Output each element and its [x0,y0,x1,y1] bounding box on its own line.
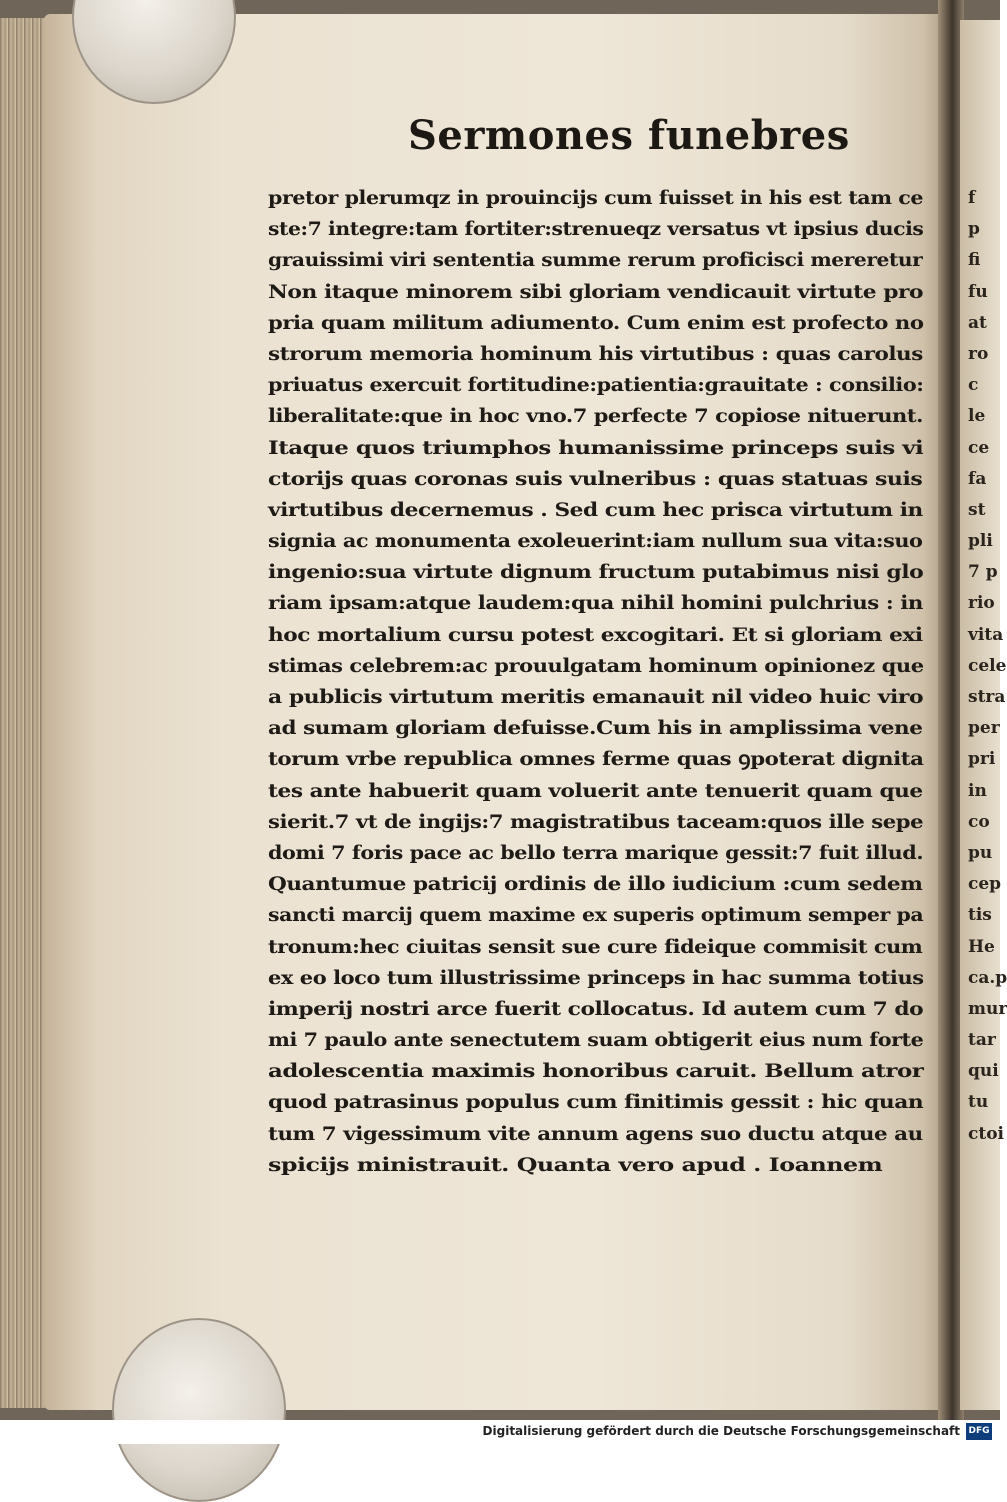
margin-fragment: fi [968,250,981,271]
margin-fragment: fu [968,281,988,302]
margin-fragment: pu [968,842,993,863]
text-line: a publicis virtutum meritis emanauit nil video huic viro [268,686,924,708]
margin-fragment: p [968,219,980,240]
text-line: ingenio:sua virtute dignum fructum putabimus nisi glo [268,561,924,584]
margin-fragment: He [968,936,995,957]
text-line: grauissimi viri sententia summe rerum proficisci mereretur [268,249,923,272]
dfg-logo: DFG [966,1423,992,1440]
funding-credit: Digitalisierung gefördert durch die Deutsche Forschungsgemeinschaft [482,1424,960,1438]
text-line: Itaque quos triumphos humanissime princeps suis vi [268,436,924,459]
running-head: Sermones funebres [408,112,850,159]
text-line: tum 7 vigessimum vite annum agens suo ductu atque au [268,1122,923,1145]
text-line: quod patrasinus populus cum finitimis gessit : hic quan [268,1091,924,1114]
text-line: signia ac monumenta exoleuerint:iam nullum sua vita:suo [268,530,923,553]
text-line: mi 7 paulo ante senectutem suam obtigerit eius num forte [268,1029,924,1052]
text-line: strorum memoria hominum his virtutibus : quas carolus [268,342,923,365]
text-line: Non itaque minorem sibi gloriam vendicauit virtute pro [268,280,924,303]
margin-fragment: pri [968,749,996,770]
text-line: riam ipsam:atque laudem:qua nihil homini pulchrius : in [268,592,923,615]
text-line: virtutibus decernemus . Sed cum hec prisca virtutum in [268,498,923,521]
margin-fragment: cele [968,655,1007,676]
margin-fragment: tar [968,1030,996,1051]
margin-fragment: rio [968,593,995,614]
text-line: tes ante habuerit quam voluerit ante tenuerit quam que [268,779,923,802]
text-line: stimas celebrem:ac prouulgatam hominum opinionez que [268,654,924,677]
margin-fragment: vita [968,624,1004,645]
bottom-page-clip [112,1318,286,1502]
margin-fragment: cep [968,874,1002,895]
text-line: spicijs ministrauit. Quanta vero apud . Ioannem [268,1153,883,1176]
text-line: sierit.7 vt de ingijs:7 magistratibus taceam:quos ille sepe [268,810,924,833]
text-line: ste:7 integre:tam fortiter:strenueqz versatus vt ipsius ducis [268,218,924,241]
right-page-margin-text [968,183,1007,1150]
main-text-block [268,183,930,1181]
footer-bar [0,1420,1000,1444]
text-line: ex eo loco tum illustrissime princeps in hac summa totius [268,966,924,989]
margin-fragment: per [968,718,1000,739]
margin-fragment: 7 p [968,562,998,583]
margin-fragment: in [968,780,987,801]
margin-fragment: fa [968,468,987,489]
text-line: hoc mortalium cursu potest excogitari. Et si gloriam exi [268,623,923,646]
text-line: tronum:hec ciuitas sensit sue cure fideique commisit cum [268,935,923,958]
margin-fragment: stra [968,687,1006,707]
margin-fragment: f [968,188,976,208]
margin-fragment: le [968,406,986,427]
margin-fragment: mur [968,998,1007,1019]
text-line: imperij nostri arce fuerit collocatus. Id autem cum 7 do [268,997,924,1020]
text-line: domi 7 foris pace ac bello terra marique gessit:7 fuit illud. [268,841,924,864]
margin-fragment: ca.p [968,967,1007,988]
text-line: pria quam militum adiumento. Cum enim est profecto no [268,311,924,334]
margin-fragment: tis [968,905,992,926]
text-line: ad sumam gloriam defuisse.Cum his in amplissima vene [268,717,923,740]
text-line: pretor plerumqz in prouincijs cum fuisset in his est tam ce [268,187,924,209]
text-line: ctorijs quas coronas suis vulneribus : quas statuas suis [268,467,923,490]
text-line: liberalitate:que in hoc vno.7 perfecte 7 copiose nituerunt. [268,405,923,428]
margin-fragment: st [968,499,986,520]
margin-fragment: tu [968,1092,989,1113]
margin-fragment: ctoi [968,1123,1005,1144]
margin-fragment: co [968,811,990,832]
text-line: Quantumue patricij ordinis de illo iudicium :cum sedem [268,873,923,896]
margin-fragment: at [968,312,987,333]
margin-fragment: qui [968,1061,999,1082]
margin-fragment: c [968,375,979,396]
text-line: adolescentia maximis honoribus caruit. Bellum atror [268,1060,924,1083]
text-line: priuatus exercuit fortitudine:patientia:grauitate : consilio: [268,374,924,397]
margin-fragment: ce [968,437,990,458]
text-line: torum vrbe republica omnes ferme quas ꝯpoterat dignita [268,748,924,771]
margin-fragment: pli [968,531,993,552]
text-line: sancti marcij quem maxime ex superis optimum semper pa [268,904,924,927]
margin-fragment: ro [968,343,989,364]
page-edges [0,18,48,1408]
